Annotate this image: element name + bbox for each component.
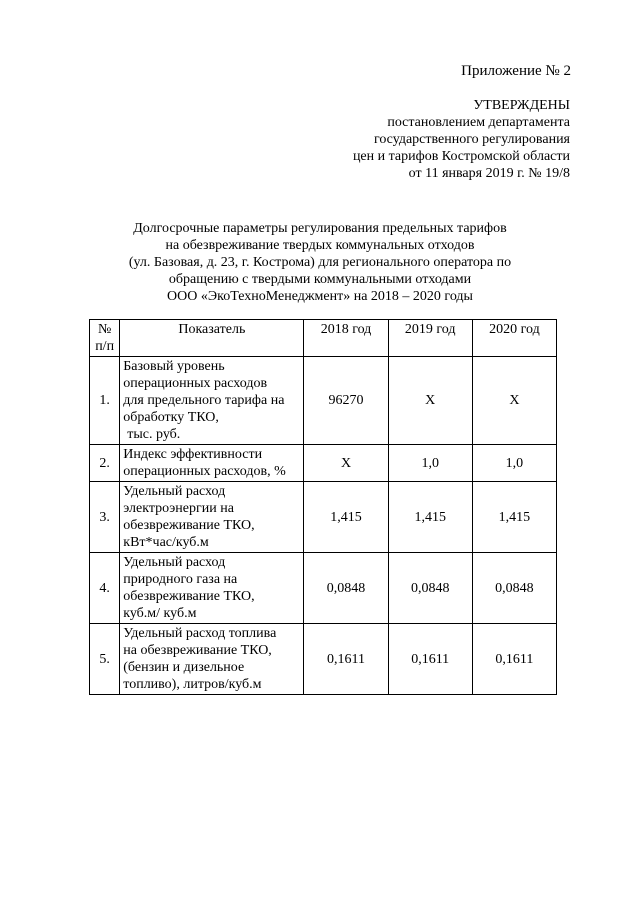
approval-line: цен и тарифов Костромской области: [352, 149, 570, 164]
table-row: [90, 482, 557, 553]
approval-heading: УТВЕРЖДЕНЫ: [473, 98, 570, 113]
indicator-line: Удельный расход: [123, 484, 226, 499]
indicator-name: [120, 445, 304, 482]
indicator-line: операционных расходов, %: [123, 464, 286, 479]
indicator-line: для предельного тарифа на: [123, 393, 285, 408]
value-2020: Х: [472, 357, 556, 445]
indicator-line: обработку ТКО,: [123, 410, 219, 425]
title-line: на обезвреживание твердых коммунальных отходов: [165, 238, 475, 253]
indicator-line: тыс. руб.: [127, 427, 181, 442]
value-2018: 0,1611: [304, 624, 388, 695]
header-2018: 2018 год: [304, 320, 388, 357]
row-number: 5.: [90, 624, 120, 695]
table-row: [90, 357, 557, 445]
header-indicator: Показатель: [120, 320, 304, 357]
approval-date-line: от 11 января 2019 г. № 19/8: [408, 166, 570, 181]
row-number: 2.: [90, 445, 120, 482]
title-line: Долгосрочные параметры регулирования предельных тарифов: [133, 221, 507, 236]
indicator-line: Удельный расход: [123, 555, 226, 570]
indicator-line: (бензин и дизельное: [123, 660, 245, 675]
table-row: [90, 553, 557, 624]
appendix-label: Приложение № 2: [461, 63, 571, 79]
indicator-line: природного газа на: [123, 572, 238, 587]
value-2019: 1,415: [388, 482, 472, 553]
value-2018: 0,0848: [304, 553, 388, 624]
value-2020: 0,0848: [472, 553, 556, 624]
indicator-name: [120, 624, 304, 695]
approval-line: государственного регулирования: [373, 132, 570, 147]
indicator-line: операционных расходов: [123, 376, 268, 391]
parameters-table: [89, 319, 557, 695]
indicator-line: обезвреживание ТКО,: [123, 589, 255, 604]
row-number: 4.: [90, 553, 120, 624]
table-row: [90, 624, 557, 695]
row-number: 3.: [90, 482, 120, 553]
indicator-name: [120, 553, 304, 624]
title-line: ООО «ЭкоТехноМенеджмент» на 2018 – 2020 годы: [167, 289, 473, 304]
value-2020: 1,0: [472, 445, 556, 482]
approval-block: [250, 97, 570, 182]
indicator-line: Удельный расход топлива: [123, 626, 277, 641]
header-num: № п/п: [90, 320, 120, 357]
indicator-line: кВт*час/куб.м: [123, 535, 209, 550]
value-2019: Х: [388, 357, 472, 445]
table-header-row: [90, 320, 557, 357]
value-2020: 0,1611: [472, 624, 556, 695]
header-2019: 2019 год: [388, 320, 472, 357]
value-2019: 0,1611: [388, 624, 472, 695]
indicator-line: куб.м/ куб.м: [123, 606, 197, 621]
value-2020: 1,415: [472, 482, 556, 553]
header-2020: 2020 год: [472, 320, 556, 357]
value-2019: 1,0: [388, 445, 472, 482]
table-row: [90, 445, 557, 482]
indicator-line: топливо), литров/куб.м: [123, 677, 262, 692]
indicator-line: Базовый уровень: [123, 359, 225, 374]
indicator-name: [120, 482, 304, 553]
indicator-name: [120, 357, 304, 445]
row-number: 1.: [90, 357, 120, 445]
title-line: (ул. Базовая, д. 23, г. Кострома) для регионального оператора по: [128, 255, 512, 270]
indicator-line: обезвреживание ТКО,: [123, 518, 255, 533]
indicator-line: электроэнергии на: [123, 501, 234, 516]
value-2018: 1,415: [304, 482, 388, 553]
approval-line: постановлением департамента: [387, 115, 570, 130]
value-2018: 96270: [304, 357, 388, 445]
value-2018: Х: [304, 445, 388, 482]
value-2019: 0,0848: [388, 553, 472, 624]
title-line: обращению с твердыми коммунальными отходами: [168, 272, 472, 287]
indicator-line: Индекс эффективности: [123, 447, 263, 462]
indicator-line: на обезвреживание ТКО,: [123, 643, 272, 658]
document-title: [95, 220, 545, 305]
